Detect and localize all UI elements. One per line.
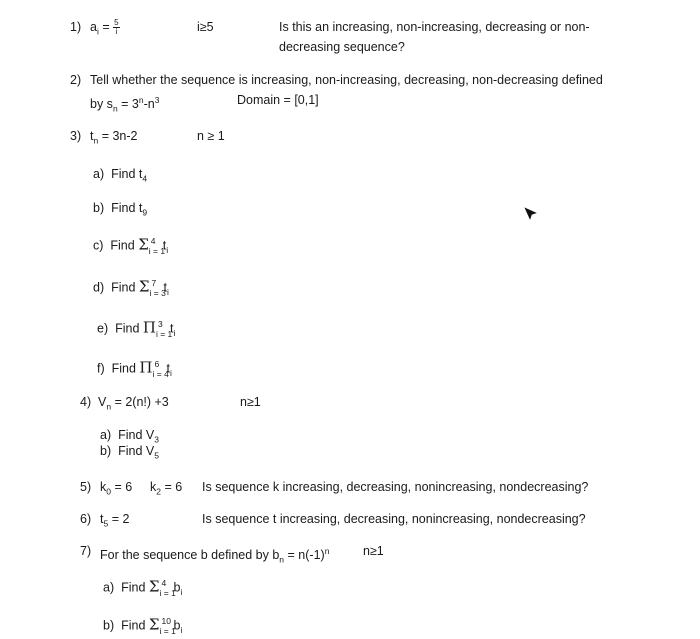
q1-question-line2: decreasing sequence? — [279, 40, 405, 54]
q3-domain: n ≥ 1 — [197, 129, 225, 143]
q2-formula: by $s_n = 3^n-n^3$ — [90, 95, 160, 114]
q7a: a) Find Σ 4 i = 1 $b_i$ — [103, 577, 183, 598]
q1-number: 1) — [70, 20, 82, 34]
q5-number: 5) — [80, 480, 92, 494]
q5-question: Is sequence k increasing, decreasing, nonincreasing, nondecreasing? — [202, 480, 589, 494]
mouse-pointer-icon — [524, 207, 538, 221]
q4-domain: n≥1 — [240, 395, 261, 409]
summation-symbol: Σ — [148, 615, 160, 634]
q7-domain: n≥1 — [363, 544, 384, 558]
product-symbol: Π — [139, 358, 153, 377]
q4a: a) Find $V_3$ — [100, 428, 159, 445]
q4b: b) Find $V_5$ — [100, 444, 159, 461]
q3c: c) Find Σ 4 i = 1 $t_i$ — [93, 235, 169, 256]
q3-number: 3) — [70, 129, 82, 143]
product-symbol: Π — [142, 318, 156, 337]
q4-number: 4) — [80, 395, 92, 409]
q2-domain: Domain = [0,1] — [237, 93, 319, 107]
q1-question-line1: Is this an increasing, non-increasing, decreasing or non- — [279, 20, 590, 34]
q5-k0: $k_0 = 6$ — [100, 480, 133, 497]
q7-number: 7) — [80, 544, 92, 558]
q2-line1: Tell whether the sequence is increasing, non-increasing, decreasing, non-decreasing defined — [90, 73, 603, 87]
q4-formula: $V_n = 2(n!) +3$ — [98, 395, 169, 412]
q3-formula: $t_n = 3n-2$ — [90, 129, 138, 146]
summation-symbol: Σ — [138, 277, 150, 296]
q6-question: Is sequence t increasing, decreasing, nonincreasing, nondecreasing? — [202, 512, 586, 526]
q1-domain: i≥5 — [197, 20, 214, 34]
q3a: a) Find $t_4$ — [93, 167, 148, 184]
q7b: b) Find Σ 10 i = 1 $b_i$ — [103, 615, 183, 636]
q3d: d) Find Σ 7 i = 3 $t_i$ — [93, 277, 169, 298]
q2-number: 2) — [70, 73, 82, 87]
summation-symbol: Σ — [138, 235, 149, 254]
q1-fraction: $\frac{5}{i}$ — [114, 18, 119, 37]
summation-symbol: Σ — [148, 577, 160, 596]
q5-k2: $k_2 = 6$ — [150, 480, 183, 497]
q1-formula: $a_i$ = $\frac{5}{i}$ — [90, 18, 119, 37]
q3b: b) Find $t_9$ — [93, 201, 148, 218]
q3f: f) Find Π 6 i = 4 $t_i$ — [97, 358, 172, 379]
q3e: e) Find Π 3 i = 1 $t_i$ — [97, 318, 176, 339]
q7-definition: For the sequence b defined by $b_n = n(-1)^n$ — [100, 546, 330, 565]
q6-t5: $t_5 = 2$ — [100, 512, 130, 529]
q6-number: 6) — [80, 512, 92, 526]
